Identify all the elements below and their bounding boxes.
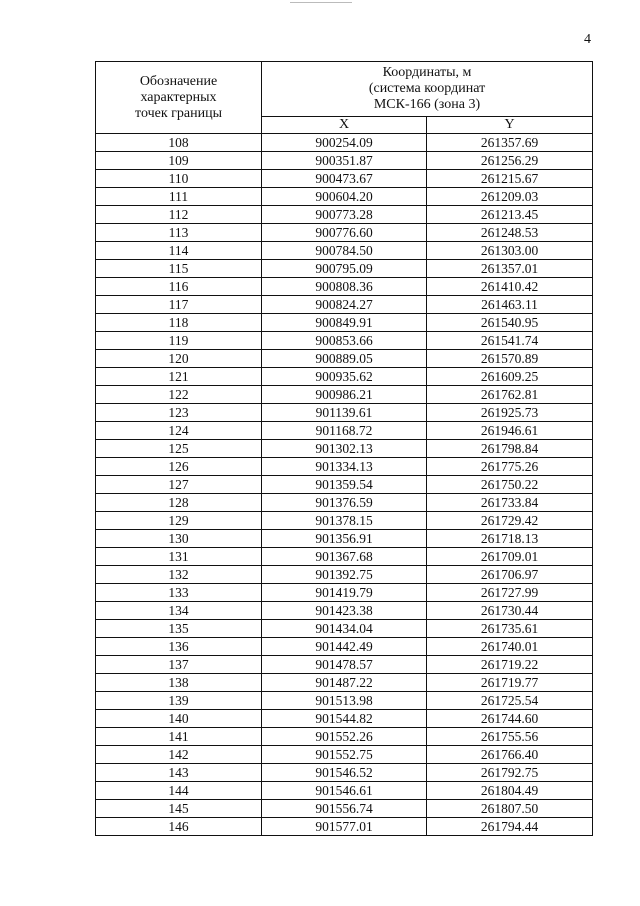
table-row <box>96 746 593 764</box>
cell-x: 900935.62 <box>262 368 427 386</box>
cell-y: 261540.95 <box>427 314 593 332</box>
table-row <box>96 152 593 170</box>
cell-x: 900808.36 <box>262 278 427 296</box>
cell-x: 901139.61 <box>262 404 427 422</box>
cell-x: 900849.91 <box>262 314 427 332</box>
cell-x: 901359.54 <box>262 476 427 494</box>
cell-x: 900351.87 <box>262 152 427 170</box>
cell-x: 900795.09 <box>262 260 427 278</box>
cell-y: 261209.03 <box>427 188 593 206</box>
cell-point: 134 <box>96 602 262 620</box>
cell-x: 901552.26 <box>262 728 427 746</box>
cell-y: 261733.84 <box>427 494 593 512</box>
cell-x: 900986.21 <box>262 386 427 404</box>
cell-x: 901423.38 <box>262 602 427 620</box>
cell-point: 126 <box>96 458 262 476</box>
table-row <box>96 548 593 566</box>
cell-x: 901577.01 <box>262 818 427 836</box>
cell-y: 261213.45 <box>427 206 593 224</box>
cell-point: 122 <box>96 386 262 404</box>
cell-x: 900889.05 <box>262 350 427 368</box>
table-row <box>96 710 593 728</box>
table-row <box>96 566 593 584</box>
table-row <box>96 296 593 314</box>
cell-y: 261807.50 <box>427 800 593 818</box>
table-row <box>96 494 593 512</box>
cell-point: 136 <box>96 638 262 656</box>
cell-x: 901367.68 <box>262 548 427 566</box>
cell-y: 261719.77 <box>427 674 593 692</box>
cell-point: 115 <box>96 260 262 278</box>
cell-y: 261357.69 <box>427 134 593 152</box>
cell-point: 133 <box>96 584 262 602</box>
table-row <box>96 584 593 602</box>
cell-y: 261804.49 <box>427 782 593 800</box>
cell-point: 108 <box>96 134 262 152</box>
cell-y: 261727.99 <box>427 584 593 602</box>
cell-y: 261735.61 <box>427 620 593 638</box>
cell-y: 261463.11 <box>427 296 593 314</box>
cell-point: 145 <box>96 800 262 818</box>
table-row <box>96 260 593 278</box>
table-row <box>96 188 593 206</box>
cell-y: 261725.54 <box>427 692 593 710</box>
cell-x: 901302.13 <box>262 440 427 458</box>
cell-point: 138 <box>96 674 262 692</box>
cell-point: 113 <box>96 224 262 242</box>
cell-point: 120 <box>96 350 262 368</box>
cell-y: 261719.22 <box>427 656 593 674</box>
cell-y: 261740.01 <box>427 638 593 656</box>
table-row <box>96 674 593 692</box>
cell-y: 261609.25 <box>427 368 593 386</box>
cell-y: 261766.40 <box>427 746 593 764</box>
cell-point: 111 <box>96 188 262 206</box>
cell-y: 261755.56 <box>427 728 593 746</box>
table-row <box>96 782 593 800</box>
cell-x: 901392.75 <box>262 566 427 584</box>
table-row <box>96 278 593 296</box>
cell-point: 125 <box>96 440 262 458</box>
cell-x: 901168.72 <box>262 422 427 440</box>
cell-point: 142 <box>96 746 262 764</box>
cell-x: 901356.91 <box>262 530 427 548</box>
cell-point: 114 <box>96 242 262 260</box>
cell-x: 901419.79 <box>262 584 427 602</box>
table-row <box>96 530 593 548</box>
cell-point: 130 <box>96 530 262 548</box>
cell-y: 261925.73 <box>427 404 593 422</box>
cell-point: 143 <box>96 764 262 782</box>
table-row <box>96 314 593 332</box>
table-row <box>96 404 593 422</box>
cell-y: 261410.42 <box>427 278 593 296</box>
cell-point: 135 <box>96 620 262 638</box>
cell-point: 128 <box>96 494 262 512</box>
cell-point: 109 <box>96 152 262 170</box>
top-scan-mark <box>290 2 352 3</box>
table-row <box>96 386 593 404</box>
cell-x: 901487.22 <box>262 674 427 692</box>
header-x: X <box>262 117 427 134</box>
cell-point: 127 <box>96 476 262 494</box>
table-row <box>96 332 593 350</box>
table-row <box>96 656 593 674</box>
cell-x: 900776.60 <box>262 224 427 242</box>
cell-x: 900853.66 <box>262 332 427 350</box>
cell-x: 900254.09 <box>262 134 427 152</box>
table-row <box>96 134 593 152</box>
table-row <box>96 818 593 836</box>
cell-y: 261303.00 <box>427 242 593 260</box>
cell-y: 261798.84 <box>427 440 593 458</box>
cell-y: 261792.75 <box>427 764 593 782</box>
cell-point: 124 <box>96 422 262 440</box>
table-row <box>96 620 593 638</box>
cell-point: 129 <box>96 512 262 530</box>
cell-y: 261570.89 <box>427 350 593 368</box>
header-row <box>96 62 593 117</box>
table-row <box>96 440 593 458</box>
cell-y: 261718.13 <box>427 530 593 548</box>
cell-point: 118 <box>96 314 262 332</box>
cell-x: 901378.15 <box>262 512 427 530</box>
cell-y: 261750.22 <box>427 476 593 494</box>
table-row <box>96 170 593 188</box>
cell-point: 139 <box>96 692 262 710</box>
header-y: Y <box>427 117 593 134</box>
cell-x: 901513.98 <box>262 692 427 710</box>
cell-x: 901334.13 <box>262 458 427 476</box>
page-number: 4 <box>584 32 591 47</box>
cell-x: 901552.75 <box>262 746 427 764</box>
cell-point: 146 <box>96 818 262 836</box>
table-row <box>96 728 593 746</box>
cell-y: 261248.53 <box>427 224 593 242</box>
cell-point: 117 <box>96 296 262 314</box>
header-coords-line: Координаты, м <box>382 65 472 80</box>
cell-y: 261256.29 <box>427 152 593 170</box>
cell-point: 144 <box>96 782 262 800</box>
cell-x: 900824.27 <box>262 296 427 314</box>
cell-point: 141 <box>96 728 262 746</box>
cell-x: 900473.67 <box>262 170 427 188</box>
cell-x: 901376.59 <box>262 494 427 512</box>
header-point-line: характерных <box>140 89 217 105</box>
table-row <box>96 764 593 782</box>
cell-y: 261762.81 <box>427 386 593 404</box>
cell-x: 901442.49 <box>262 638 427 656</box>
cell-y: 261744.60 <box>427 710 593 728</box>
cell-y: 261215.67 <box>427 170 593 188</box>
cell-x: 901478.57 <box>262 656 427 674</box>
cell-x: 901546.61 <box>262 782 427 800</box>
table-row <box>96 242 593 260</box>
table-row <box>96 224 593 242</box>
cell-y: 261729.42 <box>427 512 593 530</box>
table-row <box>96 350 593 368</box>
cell-y: 261709.01 <box>427 548 593 566</box>
cell-point: 132 <box>96 566 262 584</box>
header-point-designation <box>96 62 262 134</box>
cell-x: 900604.20 <box>262 188 427 206</box>
cell-point: 112 <box>96 206 262 224</box>
cell-point: 121 <box>96 368 262 386</box>
header-coords-line: (система координат <box>368 81 486 96</box>
header-point-line: точек границы <box>135 105 222 121</box>
cell-x: 900773.28 <box>262 206 427 224</box>
cell-y: 261794.44 <box>427 818 593 836</box>
table-body <box>96 134 593 836</box>
cell-point: 131 <box>96 548 262 566</box>
table-row <box>96 368 593 386</box>
cell-x: 901546.52 <box>262 764 427 782</box>
cell-point: 137 <box>96 656 262 674</box>
cell-x: 901556.74 <box>262 800 427 818</box>
table-row <box>96 800 593 818</box>
coordinates-table <box>95 61 593 836</box>
table-row <box>96 422 593 440</box>
cell-x: 901544.82 <box>262 710 427 728</box>
cell-y: 261946.61 <box>427 422 593 440</box>
cell-x: 900784.50 <box>262 242 427 260</box>
cell-y: 261357.01 <box>427 260 593 278</box>
header-point-line: Обозначение <box>139 73 218 89</box>
table-row <box>96 512 593 530</box>
cell-y: 261541.74 <box>427 332 593 350</box>
table-row <box>96 458 593 476</box>
cell-x: 901434.04 <box>262 620 427 638</box>
cell-point: 140 <box>96 710 262 728</box>
table-row <box>96 206 593 224</box>
cell-y: 261730.44 <box>427 602 593 620</box>
cell-y: 261775.26 <box>427 458 593 476</box>
cell-point: 123 <box>96 404 262 422</box>
cell-point: 116 <box>96 278 262 296</box>
table-row <box>96 692 593 710</box>
table-row <box>96 602 593 620</box>
header-coords-line: МСК-166 (зона 3) <box>373 97 481 112</box>
cell-y: 261706.97 <box>427 566 593 584</box>
header-coordinates <box>262 62 593 117</box>
table-row <box>96 638 593 656</box>
table-row <box>96 476 593 494</box>
cell-point: 119 <box>96 332 262 350</box>
cell-point: 110 <box>96 170 262 188</box>
